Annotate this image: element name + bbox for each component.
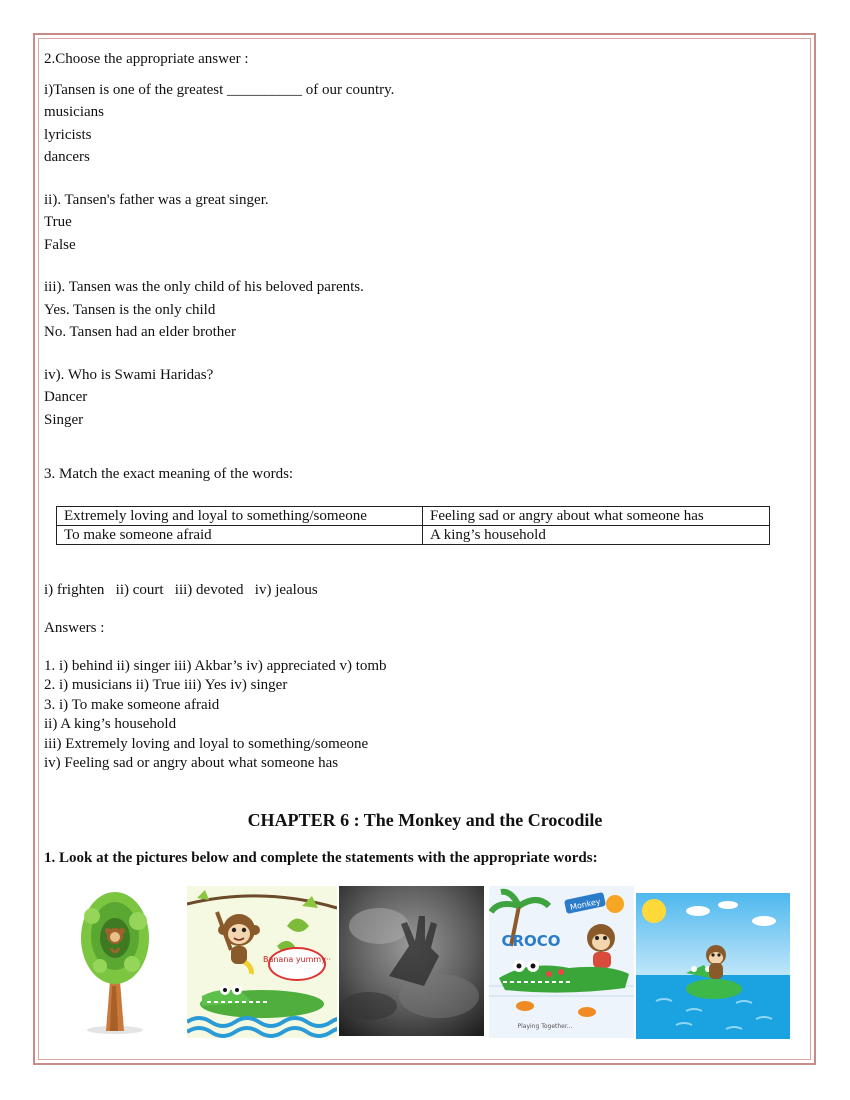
- table-row: [57, 526, 770, 545]
- croco-playing-together-image: [489, 886, 634, 1038]
- table-cell: Extremely loving and loyal to something/someone: [57, 507, 423, 526]
- answer-line: ii) A king’s household: [44, 716, 177, 733]
- question-2-iv: iv). Who is Swami Haridas?: [44, 366, 214, 383]
- option: lyricists: [44, 126, 92, 143]
- croco-title-text: CROCO: [501, 932, 561, 950]
- table-cell: To make someone afraid: [57, 526, 423, 545]
- option: Dancer: [44, 389, 88, 405]
- tree-with-monkey-image: [70, 886, 160, 1036]
- question-2-section: [44, 48, 784, 486]
- answer-line: iv) Feeling sad or angry about what someone has: [44, 755, 339, 772]
- question-2-ii: ii). Tansen's father was a great singer.: [44, 191, 269, 208]
- table-cell: A king’s household: [423, 526, 770, 545]
- table-row: [57, 507, 770, 526]
- answers-heading: Answers :: [44, 620, 105, 636]
- question-2-heading: 2.Choose the appropriate answer :: [44, 51, 249, 67]
- monkey-crocodile-cartoon-image: [187, 886, 337, 1038]
- misty-hand-image: [339, 886, 484, 1036]
- option: Yes. Tansen is the only child: [44, 301, 216, 318]
- monkey-sign-text: Monkey: [569, 896, 602, 913]
- match-words: i) frighten ii) court iii) devoted iv) jealous: [44, 582, 318, 598]
- answer-line: 3. i) To make someone afraid: [44, 696, 220, 713]
- option: No. Tansen had an elder brother: [44, 324, 236, 340]
- option: dancers: [44, 149, 90, 165]
- answer-line: 1. i) behind ii) singer iii) Akbar’s iv) appreciated v) tomb: [44, 658, 387, 674]
- question-2-iii: iii). Tansen was the only child of his beloved parents.: [44, 279, 364, 295]
- speech-bubble-text: Banana yummy··: [262, 955, 332, 964]
- answers-list: [44, 657, 387, 773]
- question-2-i: i)Tansen is one of the greatest __________ of our country.: [44, 81, 395, 98]
- task-instruction: 1. Look at the pictures below and complete the statements with the appropriate words:: [44, 850, 598, 866]
- option: musicians: [44, 104, 104, 120]
- match-table: [56, 506, 770, 545]
- option: False: [44, 236, 76, 253]
- option: Singer: [44, 411, 84, 428]
- playing-together-caption: Playing Together...: [517, 1023, 573, 1030]
- table-cell: Feeling sad or angry about what someone has: [423, 507, 770, 526]
- chapter-title: CHAPTER 6 : The Monkey and the Crocodile: [247, 810, 603, 830]
- picture-strip: [0, 886, 850, 1046]
- question-3-heading: 3. Match the exact meaning of the words:: [44, 466, 294, 482]
- answer-line: iii) Extremely loving and loyal to something/someone: [44, 735, 369, 752]
- monkey-riding-crocodile-image: [636, 893, 790, 1039]
- answer-line: 2. i) musicians ii) True iii) Yes iv) singer: [44, 677, 288, 694]
- option: True: [44, 214, 72, 230]
